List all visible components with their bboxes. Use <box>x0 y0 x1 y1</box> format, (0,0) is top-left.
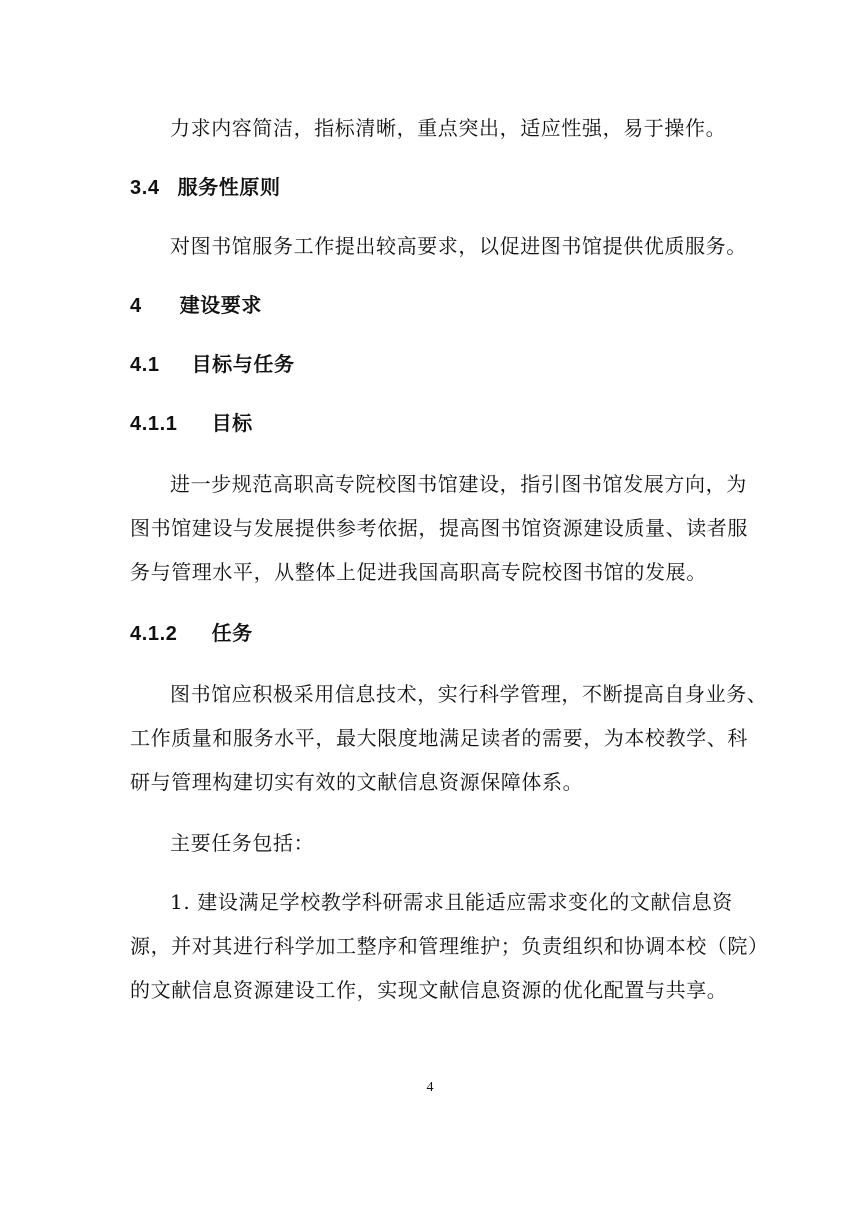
paragraph-line: 进一步规范高职高专院校图书馆建设，指引图书馆发展方向，为 <box>170 472 747 496</box>
heading-number: 3.4 <box>130 177 160 199</box>
heading-4-1 <box>130 349 740 380</box>
paragraph-line: 务与管理水平，从整体上促进我国高职高专院校图书馆的发展。 <box>130 560 707 584</box>
heading-4 <box>130 290 740 321</box>
heading-title: 服务性原则 <box>177 175 281 199</box>
paragraph-line: 图书馆应积极采用信息技术，实行科学管理，不断提高自身业务、 <box>170 682 768 706</box>
heading-title: 目标与任务 <box>191 352 295 376</box>
list-item-line: 的文献信息资源建设工作，实现文献信息资源的优化配置与共享。 <box>130 978 728 1002</box>
paragraph-line: 研与管理构建切实有效的文献信息资源保障体系。 <box>130 770 584 794</box>
paragraph-line: 力求内容简洁，指标清晰，重点突出，适应性强，易于操作。 <box>170 116 727 140</box>
heading-title: 任务 <box>211 621 253 645</box>
heading-number: 4.1.2 <box>130 623 178 645</box>
heading-title: 建设要求 <box>179 293 262 317</box>
heading-4-1-1 <box>130 408 740 439</box>
heading-number: 4.1 <box>130 354 160 376</box>
heading-number: 4.1.1 <box>130 413 178 435</box>
paragraph-line: 对图书馆服务工作提出较高要求，以促进图书馆提供优质服务。 <box>170 234 747 258</box>
heading-3-4 <box>130 172 740 203</box>
list-item-line: 源，并对其进行科学加工整序和管理维护；负责组织和协调本校（院） <box>130 934 769 958</box>
paragraph-line: 主要任务包括： <box>170 831 315 855</box>
heading-title: 目标 <box>211 411 253 435</box>
paragraph-line: 图书馆建设与发展提供参考依据，提高图书馆资源建设质量、读者服 <box>130 516 748 540</box>
paragraph-line: 工作质量和服务水平，最大限度地满足读者的需要，为本校教学、科 <box>130 726 748 750</box>
list-item-line: 1. 建设满足学校教学科研需求且能适应需求变化的文献信息资 <box>170 890 733 914</box>
page-number: 4 <box>426 1080 434 1095</box>
heading-4-1-2 <box>130 618 740 649</box>
heading-number: 4 <box>130 295 142 317</box>
